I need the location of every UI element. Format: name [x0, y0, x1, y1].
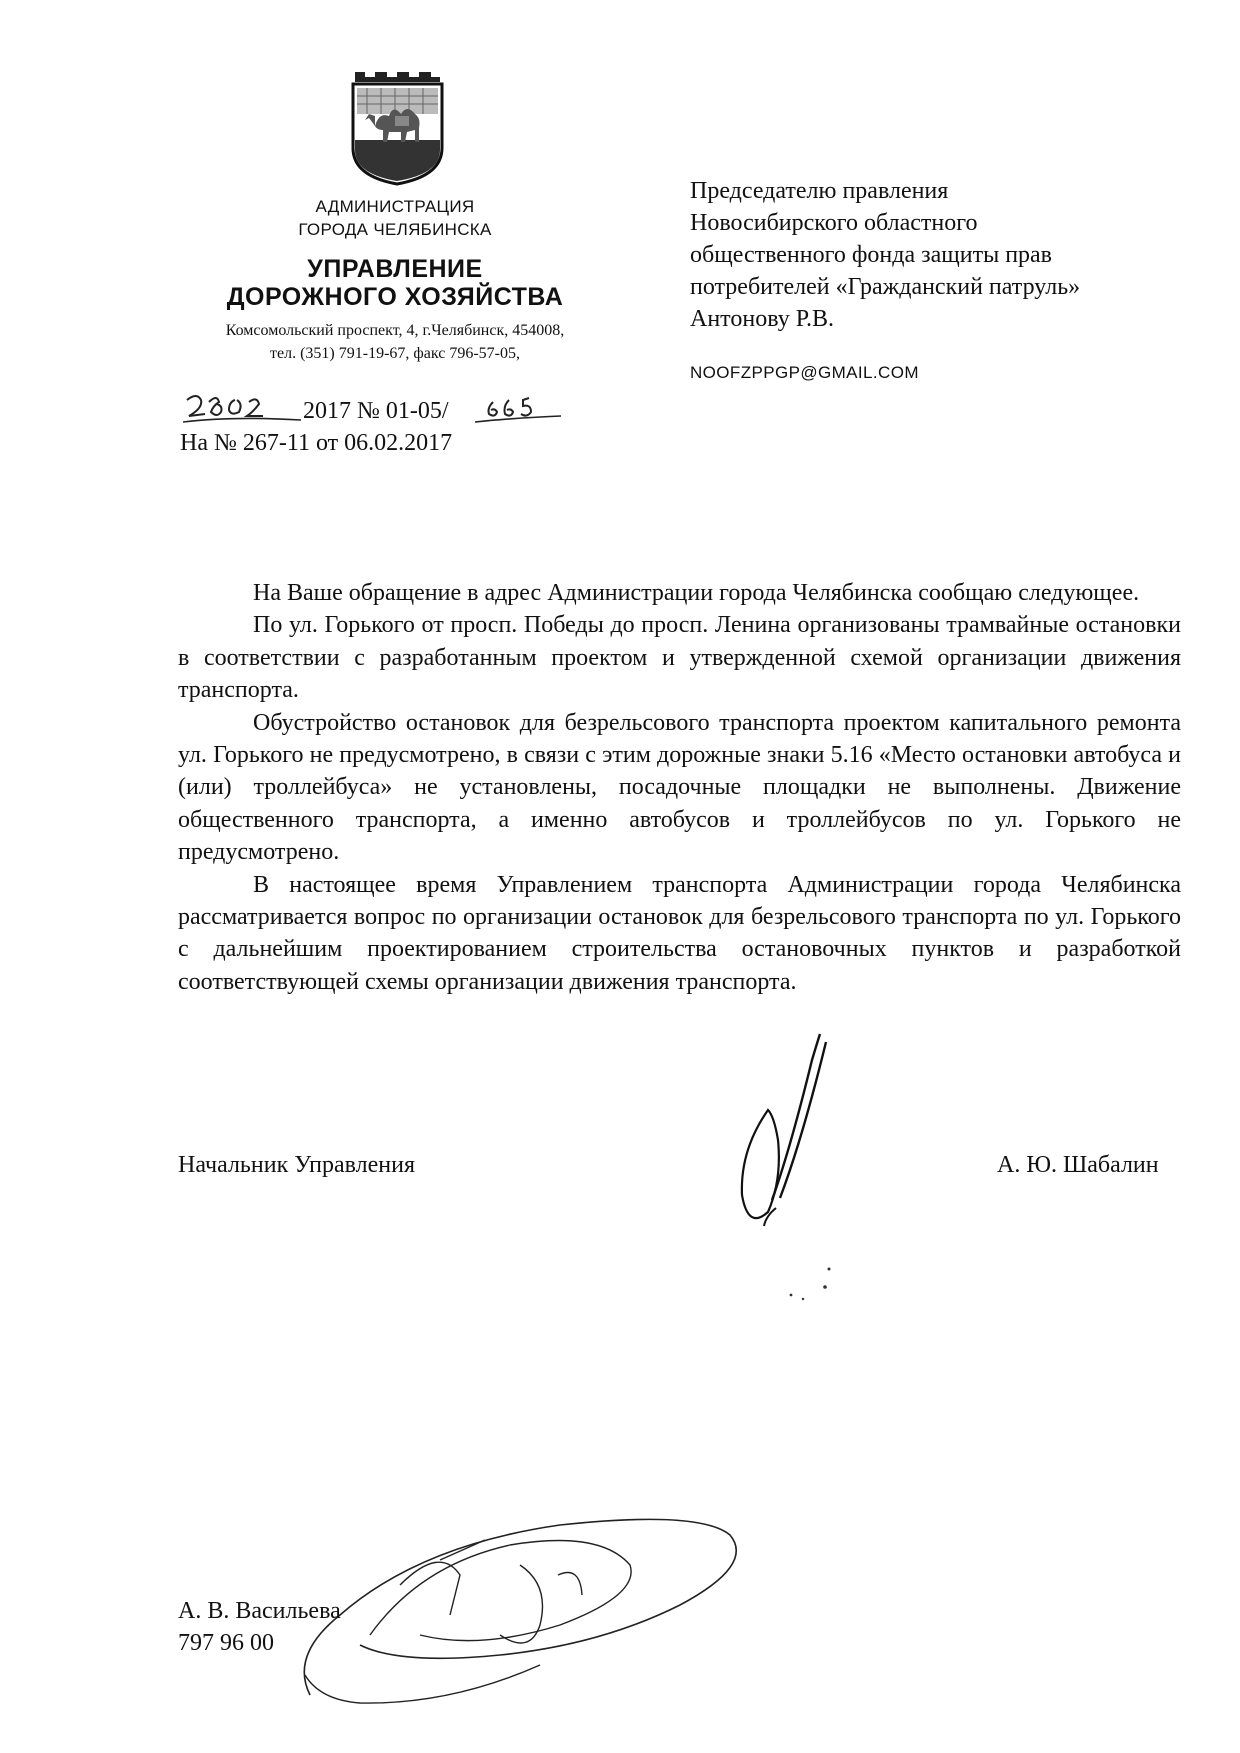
admin-name-line1: АДМИНИСТРАЦИЯ: [315, 197, 475, 216]
addressee-line3: общественного фонда защиты прав: [690, 242, 1053, 268]
addressee-line1: Председателю правления: [690, 178, 949, 204]
sender-address-line1: Комсомольский проспект, 4, г.Челябинск, 454008,: [225, 322, 565, 339]
signatory-title: Начальник Управления: [178, 1152, 415, 1178]
addressee-email: NOOFZPPGP@GMAIL.COM: [690, 363, 919, 382]
scan-specks: [785, 1265, 845, 1305]
addressee-name: Антонову Р.В.: [690, 306, 835, 332]
sender-address-line2: тел. (351) 791-19-67, факс 796-57-05,: [270, 345, 520, 362]
handwritten-date: [183, 390, 303, 432]
body-paragraph-3: Обустройство остановок для безрельсового транспорта проектом капитального ремонта ул. Горького не предусмотрено, в связи с этим дорожные знаки 5.16 «Место остановки автобуса и (или) троллейбуса» не установлены, посадочные площадки не выполнены. Движение общественного транспорта, а именно автобусов и троллейбусов по ул. Горького не предусмотрено.: [178, 709, 1181, 866]
letter-body: [178, 577, 1181, 998]
addressee-line2: Новосибирского областного: [690, 210, 978, 236]
body-paragraph-4: В настоящее время Управлением транспорта Администрации города Челябинска рассматривается вопрос по организации остановок для безрельсового транспорта по ул. Горького с дальнейшим проектированием строительства остановочных пунктов и разработкой соответствующей схемы организации движения транспорта.: [178, 871, 1181, 995]
performer-signature-scribble: [300, 1505, 750, 1705]
addressee-line4: потребителей «Гражданский патруль»: [690, 274, 1081, 300]
registration-year-number: 2017 № 01-05/: [303, 398, 449, 424]
performer-name: А. В. Васильева: [178, 1598, 341, 1624]
department-name-line2: ДОРОЖНОГО ХОЗЯЙСТВА: [226, 283, 564, 311]
body-paragraph-1: На Ваше обращение в адрес Администрации города Челябинска сообщаю следующее.: [253, 580, 1140, 606]
coat-of-arms-emblem: [345, 68, 450, 186]
handwritten-registration-number: [473, 390, 563, 432]
performer-phone: 797 96 00: [178, 1630, 274, 1656]
signatory-name: А. Ю. Шабалин: [997, 1152, 1159, 1178]
handwritten-signature: [720, 1030, 840, 1245]
admin-name-line2: ГОРОДА ЧЕЛЯБИНСКА: [298, 220, 492, 239]
department-name-line1: УПРАВЛЕНИЕ: [307, 255, 483, 283]
reference-number: На № 267-11 от 06.02.2017: [180, 430, 453, 456]
body-paragraph-2: По ул. Горького от просп. Победы до просп. Ленина организованы трамвайные остановки в соответствии с разработанным проектом и утвержденной схемой организации движения транспорта.: [178, 612, 1181, 704]
